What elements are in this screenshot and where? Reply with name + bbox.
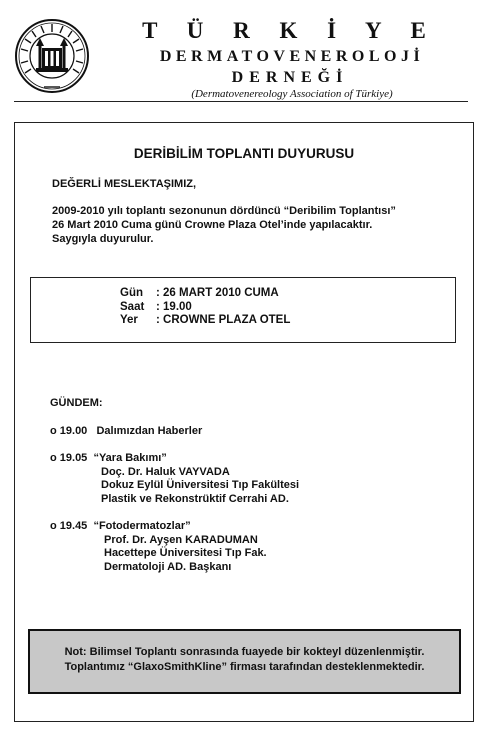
note-text: [30, 645, 459, 675]
detail-row-time: [120, 301, 290, 315]
agenda-speaker: Prof. Dr. Ayşen KARADUMAN: [104, 533, 258, 546]
agenda-affiliation: Plastik ve Rekonstrüktif Cerrahi AD.: [101, 492, 289, 505]
intro-paragraph: [52, 204, 452, 246]
time-label: Saat: [120, 300, 145, 313]
agenda-topic: “Yara Bakımı”: [93, 452, 167, 464]
agenda-affiliation: Dermatoloji AD. Başkanı: [104, 560, 232, 573]
note-line: Not: Bilimsel Toplantı sonrasında fuayede bir kokteyl düzenlenmiştir.: [64, 646, 425, 658]
agenda-time: o 19.45: [50, 520, 88, 532]
header-divider: [14, 101, 468, 102]
agenda-item: [50, 452, 299, 506]
day-value: : 26 MART 2010 CUMA: [156, 287, 279, 299]
day-label: Gün: [120, 287, 143, 299]
detail-row-place: [120, 314, 290, 328]
agenda-time: o 19.05: [50, 452, 88, 464]
announcement-title: DERİBİLİM TOPLANTI DUYURUSU: [133, 146, 355, 161]
association-seal-icon: [14, 18, 90, 94]
intro-line: 26 Mart 2010 Cuma günü Crowne Plaza Otel’inde yapılacaktır.: [52, 219, 373, 231]
place-label: Yer: [120, 314, 138, 326]
agenda-time: o 19.00: [50, 425, 88, 437]
agenda-item: [50, 425, 202, 439]
agenda-topic: Dalımızdan Haberler: [96, 425, 203, 437]
detail-row-day: [120, 287, 290, 301]
place-value: : CROWNE PLAZA OTEL: [156, 314, 291, 326]
agenda-affiliation: Dokuz Eylül Üniversitesi Tıp Fakültesi: [101, 479, 300, 491]
association-name-english: (Dermatovenereology Association of Türkiye): [191, 88, 393, 100]
note-line: Toplantımız “GlaxoSmithKline” firması tarafından desteklenmektedir.: [64, 661, 425, 673]
agenda-heading: GÜNDEM:: [50, 397, 103, 409]
agenda-topic: “Fotodermatozlar”: [93, 520, 191, 532]
salutation: DEĞERLİ MESLEKTAŞIMIZ,: [52, 178, 197, 190]
agenda-speaker: Doç. Dr. Haluk VAYVADA: [101, 465, 230, 478]
association-title: T Ü R K İ Y E: [142, 18, 438, 43]
association-subtitle-line2: DERNEĞİ: [231, 69, 349, 86]
agenda-affiliation: Hacettepe Üniversitesi Tıp Fak.: [104, 547, 267, 559]
intro-line: 2009-2010 yılı toplantı sezonunun dördüncü “Deribilim Toplantısı”: [52, 205, 396, 217]
agenda-item: [50, 520, 267, 574]
intro-line: Saygıyla duyurulur.: [52, 233, 154, 245]
meeting-details: [120, 287, 290, 328]
association-subtitle-line1: DERMATOVENEROLOJİ: [159, 48, 425, 65]
time-value: : 19.00: [156, 300, 192, 313]
